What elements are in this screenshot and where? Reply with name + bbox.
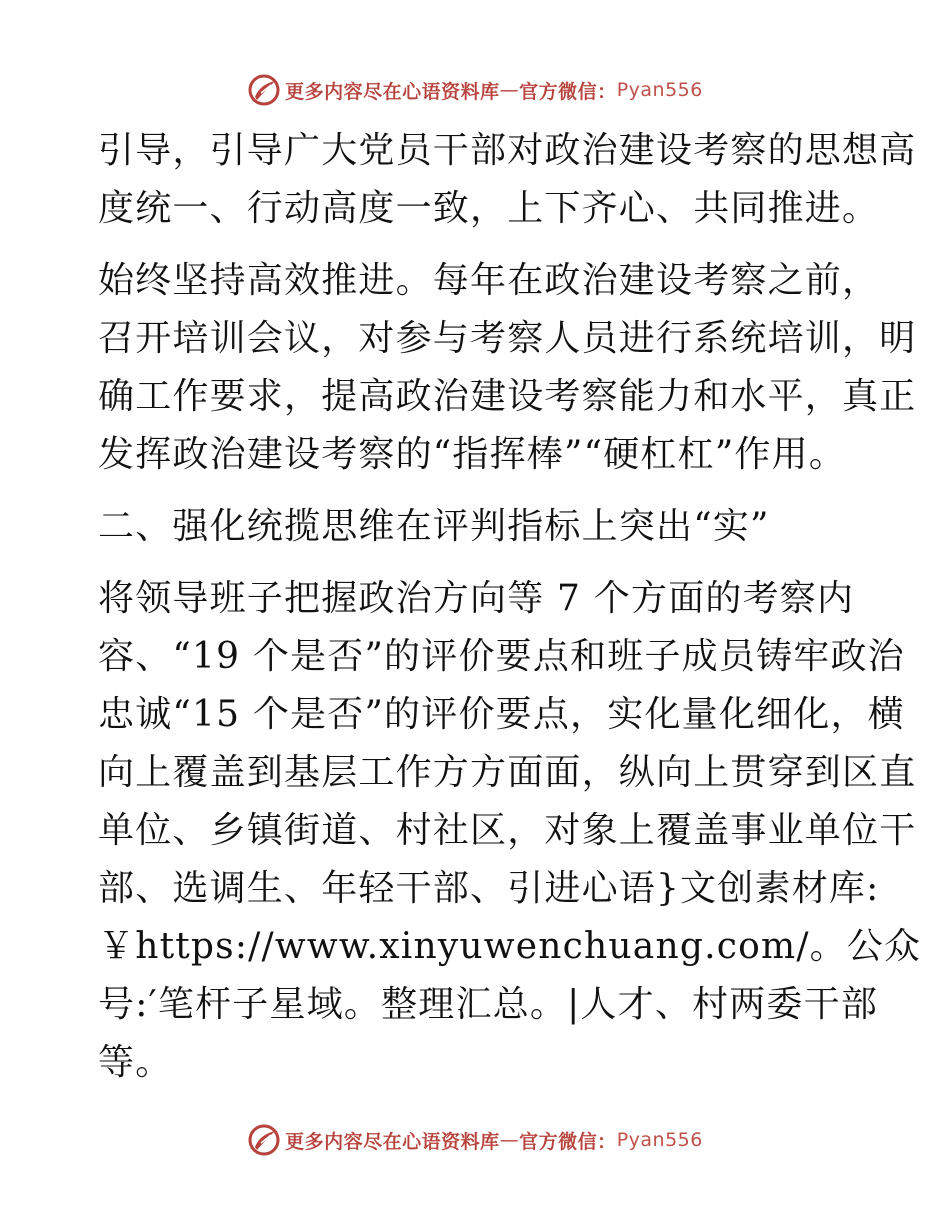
watermark-label: 官方微信： <box>519 80 617 103</box>
watermark-brand: 更多内容尽在心语资料库 <box>285 1130 500 1153</box>
text-line: 度统一、行动高度一致，上下齐心、共同推进。 <box>98 188 880 229</box>
watermark-separator: — <box>499 1129 520 1151</box>
footer-watermark <box>0 1120 950 1160</box>
document-body <box>98 122 922 1092</box>
heading-line: 二、强化统揽思维在评判指标上突出“实” <box>98 506 770 547</box>
text-line: 单位、乡镇街道、村社区，对象上覆盖事业单位干 <box>98 810 917 851</box>
paragraph <box>98 252 917 484</box>
section-heading <box>98 498 858 556</box>
text-line: 始终坚持高效推进。每年在政治建设考察之前， <box>98 260 880 301</box>
text-line: 向上覆盖到基层工作方方面面，纵向上贯穿到区直 <box>98 752 917 793</box>
text-line: 发挥政治建设考察的“指挥棒”“硬杠杠”作用。 <box>98 434 847 475</box>
text-line: ￥https://www.xinyuwenchuang.com/。公众 <box>98 926 922 967</box>
header-watermark <box>0 70 950 110</box>
watermark-label: 官方微信： <box>519 1130 617 1153</box>
paragraph <box>98 570 922 1092</box>
text-line: 确工作要求，提高政治建设考察能力和水平，真正 <box>98 376 917 417</box>
brand-logo-icon <box>247 73 281 107</box>
watermark-brand: 更多内容尽在心语资料库 <box>285 80 500 103</box>
watermark-wechat-id: Pyan556 <box>616 79 703 101</box>
text-line: 容、“19 个是否”的评价要点和班子成员铸牢政治 <box>98 636 905 677</box>
paragraph <box>98 122 917 238</box>
text-line: 忠诚“15 个是否”的评价要点，实化量化细化，横 <box>98 694 905 735</box>
text-line: 将领导班子把握政治方向等 7 个方面的考察内 <box>98 578 855 619</box>
text-line: 号:′笔杆子星域。整理汇总。|人才、村两委干部 <box>98 984 879 1025</box>
watermark-separator: — <box>499 79 520 101</box>
watermark-wechat-id: Pyan556 <box>616 1129 703 1151</box>
text-line: 召开培训会议，对参与考察人员进行系统培训，明 <box>98 318 917 359</box>
brand-logo-icon <box>247 1123 281 1157</box>
text-line: 等。 <box>98 1042 173 1083</box>
text-line: 部、选调生、年轻干部、引进心语}文创素材库: <box>98 868 880 909</box>
text-line: 引导，引导广大党员干部对政治建设考察的思想高 <box>98 130 917 171</box>
